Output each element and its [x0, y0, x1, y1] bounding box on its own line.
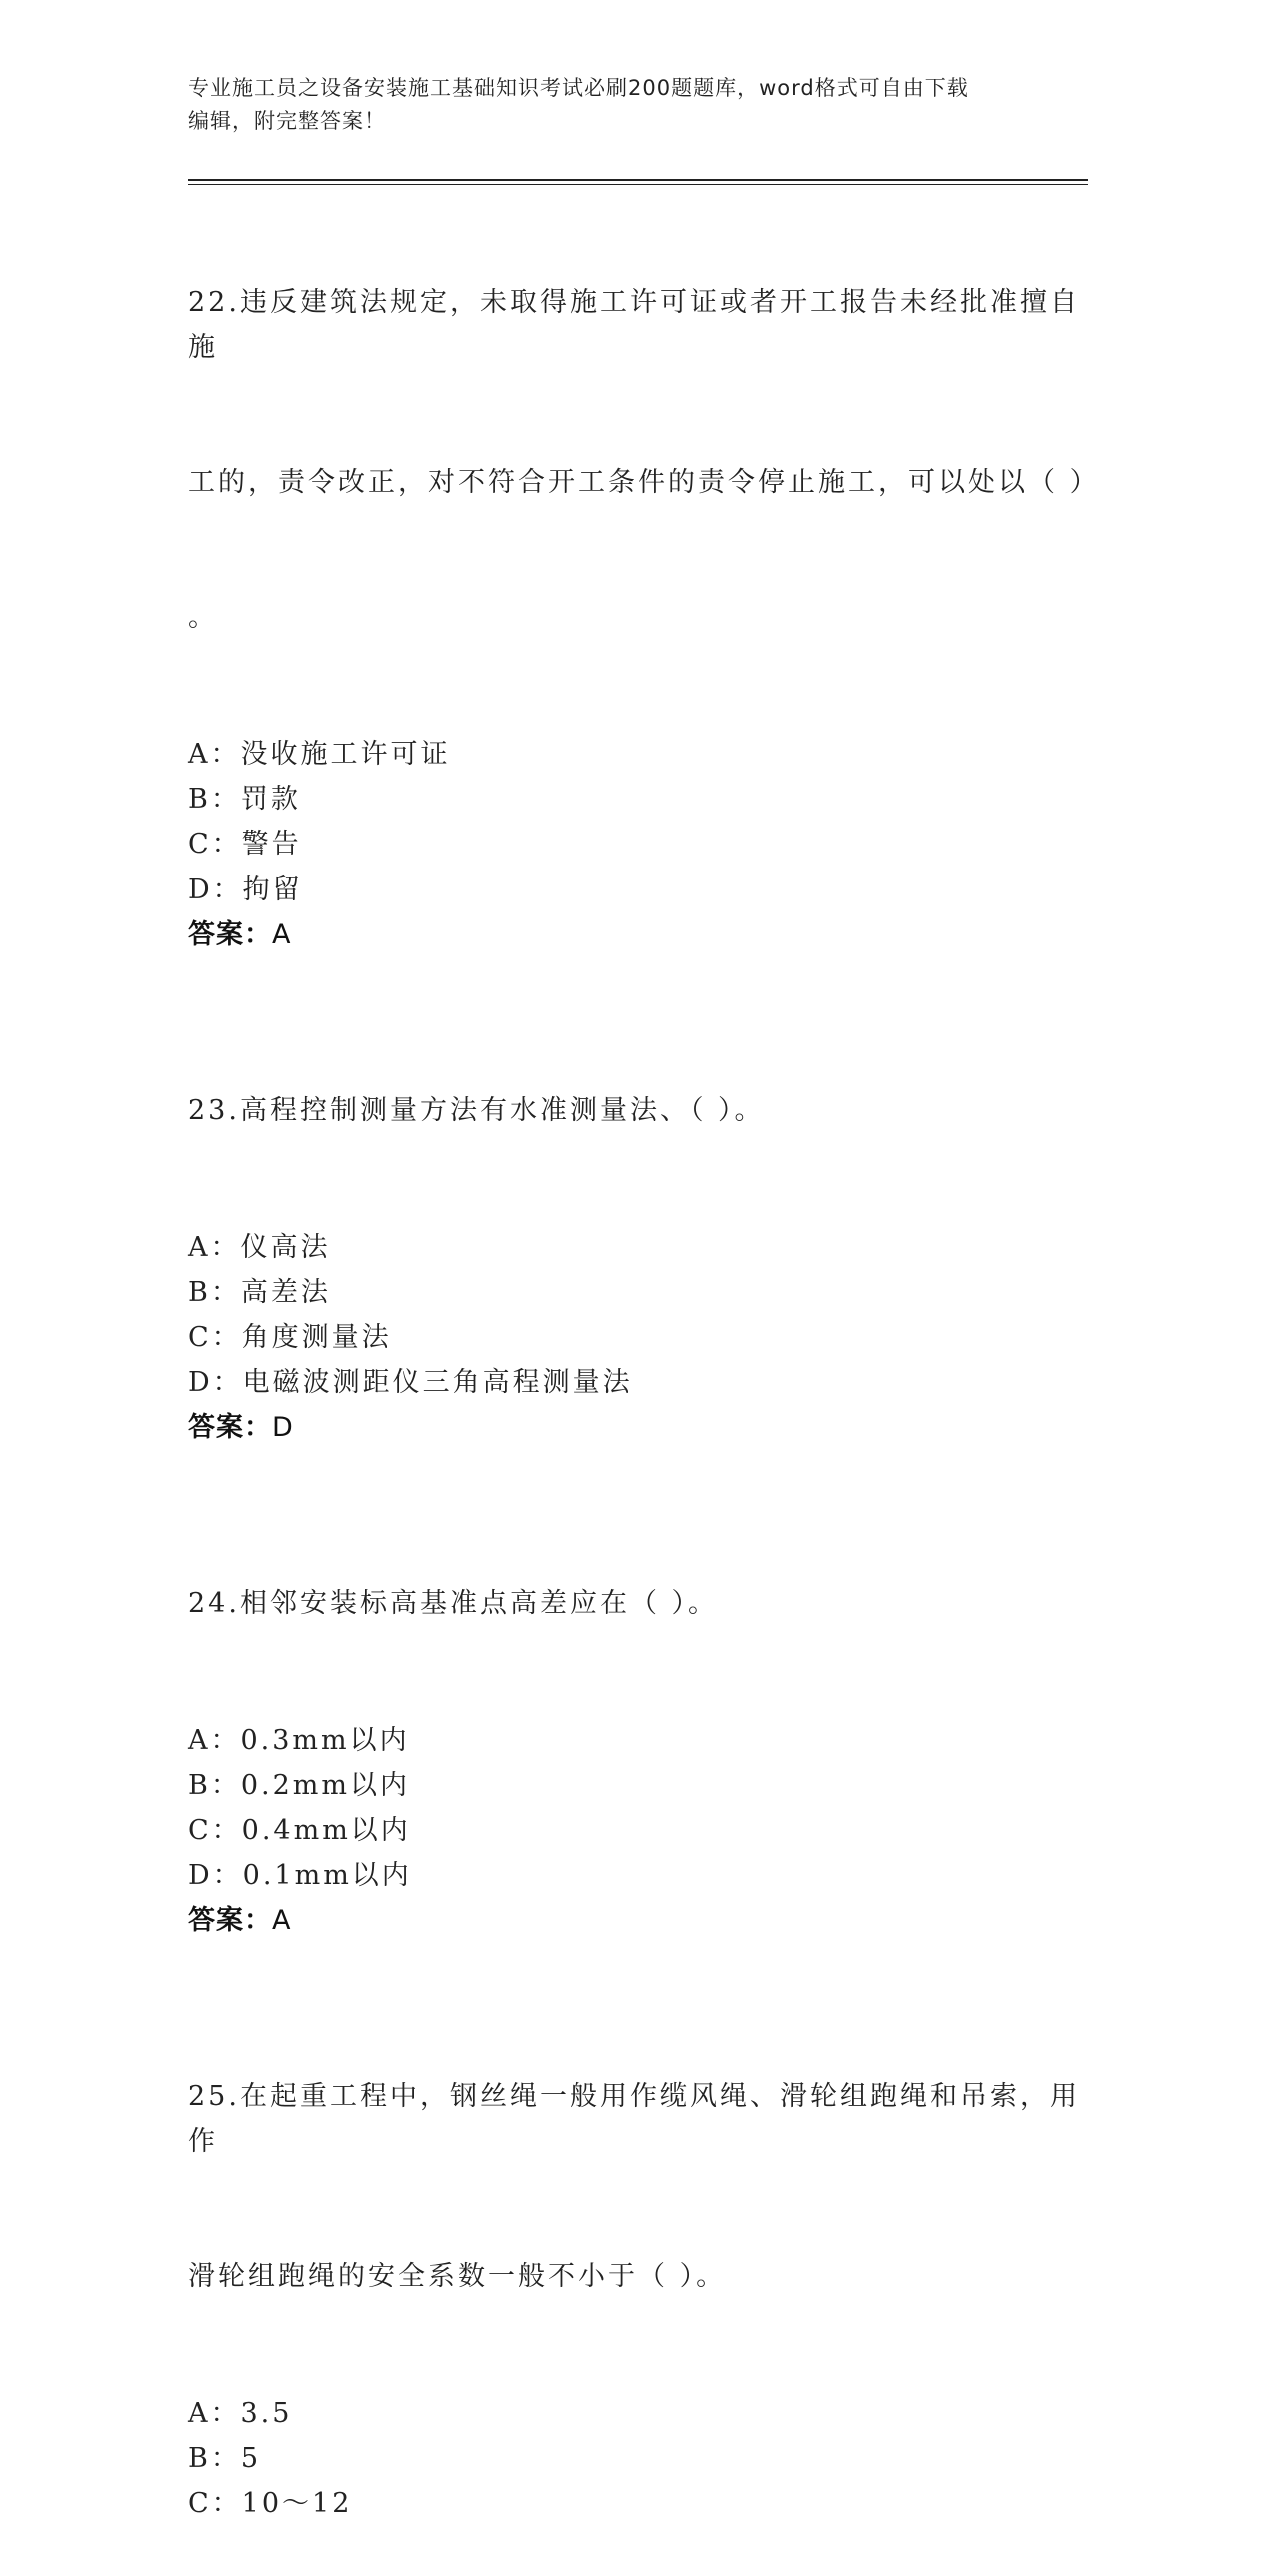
answer-label: 答案：: [188, 1905, 272, 1936]
question-stem: [188, 1491, 1088, 1716]
answer-line: [188, 912, 1088, 957]
header-divider-thin: [188, 184, 1088, 185]
option-d: D：0.1mm以内: [188, 1860, 412, 1891]
header-divider-thick: [188, 179, 1088, 181]
question-stem: [188, 190, 1100, 730]
option-a: A：3.5: [188, 2398, 293, 2429]
answer-value: A: [272, 919, 292, 950]
question-23: [188, 998, 1088, 1450]
answer-value: A: [272, 1905, 292, 1936]
header-line-2: 编辑，附完整答案！: [188, 109, 386, 133]
option-b: B：5: [188, 2443, 262, 2474]
option-a: A：0.3mm以内: [188, 1725, 410, 1756]
option-d: D：电磁波测距仪三角高程测量法: [188, 1367, 633, 1398]
stem-line: 24.相邻安装标高基准点高差应在（ ）。: [188, 1588, 719, 1619]
option-c: C：警告: [188, 829, 302, 860]
question-25: [188, 1984, 1088, 2526]
option-b: B：高差法: [188, 1277, 331, 1308]
option-b: B：罚款: [188, 784, 301, 815]
question-list: [188, 190, 1100, 2567]
stem-line: 23.高程控制测量方法有水准测量法、（ ）。: [188, 1095, 765, 1126]
stem-line: 22.违反建筑法规定，未取得施工许可证或者开工报告未经批准擅自施: [188, 287, 1080, 363]
question-22: [188, 190, 1100, 957]
question-stem: [188, 998, 1088, 1223]
option-a: A：没收施工许可证: [188, 739, 451, 770]
stem-line: 滑轮组跑绳的安全系数一般不小于（ ）。: [188, 2261, 727, 2292]
question-stem: [188, 1984, 1088, 2389]
option-d: D：拘留: [188, 874, 303, 905]
document-header: [188, 72, 1068, 138]
option-a: A：仪高法: [188, 1232, 331, 1263]
stem-line: 25.在起重工程中，钢丝绳一般用作缆风绳、滑轮组跑绳和吊索，用作: [188, 2081, 1080, 2157]
option-b: B：0.2mm以内: [188, 1770, 410, 1801]
answer-label: 答案：: [188, 919, 272, 950]
option-c: C：角度测量法: [188, 1322, 392, 1353]
stem-line: 工的，责令改正，对不符合开工条件的责令停止施工，可以处以（ ）: [188, 467, 1100, 498]
answer-line: [188, 1898, 1088, 1943]
header-line-1: 专业施工员之设备安装施工基础知识考试必刷200题题库，word格式可自由下载: [188, 76, 969, 100]
answer-line: [188, 1405, 1088, 1450]
answer-label: 答案：: [188, 1412, 272, 1443]
option-c: C：10～12: [188, 2488, 353, 2519]
answer-value: D: [272, 1412, 294, 1443]
question-24: [188, 1491, 1088, 1943]
option-c: C：0.4mm以内: [188, 1815, 411, 1846]
stem-line: 。: [188, 602, 218, 633]
